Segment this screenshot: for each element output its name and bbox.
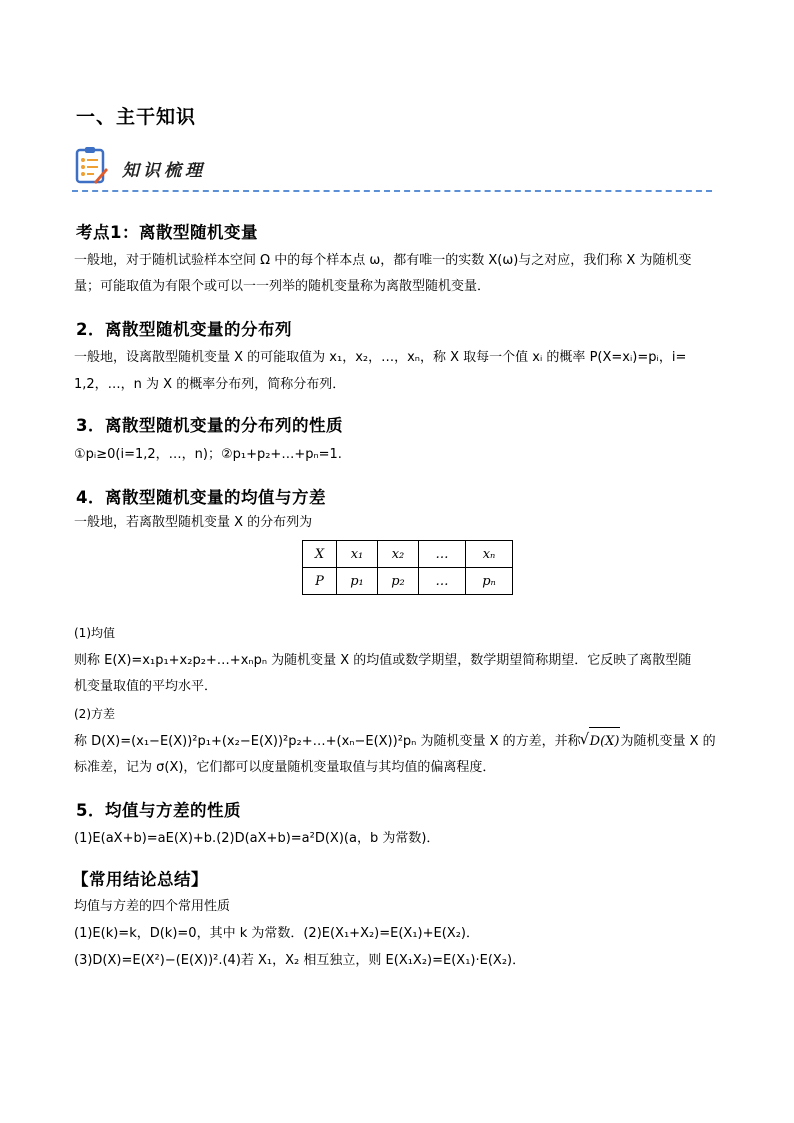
summary-line2: (3)D(X)=E(X²)−(E(X))².(4)若 X₁，X₂ 相互独立，则 E(X₁X₂)=E(X₁)·E(X₂)． <box>74 953 526 968</box>
k3-paragraph-line1: ①pᵢ≥0(i=1,2，…，n)；②p₁+p₂+…+pₙ=1. <box>74 447 342 462</box>
k3-heading: 3．离散型随机变量的分布列的性质 <box>76 416 343 435</box>
variance-line1 <box>74 727 724 756</box>
k4-heading: 4．离散型随机变量的均值与方差 <box>76 488 326 507</box>
k4-intro: 一般地，若离散型随机变量 X 的分布列为 <box>74 515 313 530</box>
variance-line1a: 称 D(X)=(x₁−E(X))²p₁+(x₂−E(X))²p₂+…+(xₙ−E(X))²pₙ 为随机变量 X 的方差，并称 <box>74 734 581 749</box>
k1-paragraph-line1: 一般地，对于随机试验样本空间 Ω 中的每个样本点 ω，都有唯一的实数 X(ω)与之对应，我们称 X 为随机变 <box>74 253 692 268</box>
variance-line2: 标准差，记为 σ(X)，它们都可以度量随机变量取值与其均值的偏离程度． <box>74 760 496 775</box>
summary-line1: (1)E(k)=k，D(k)=0，其中 k 为常数．(2)E(X₁+X₂)=E(X₁)+E(X₂)． <box>74 926 479 941</box>
summary-heading: 【常用结论总结】 <box>72 870 208 889</box>
table-cell: … <box>419 568 466 595</box>
checklist-icon <box>74 146 108 186</box>
k2-paragraph-line1: 一般地，设离散型随机变量 X 的可能取值为 x₁，x₂，…，xₙ，称 X 取每一个值 xᵢ 的概率 P(X=xᵢ)=pᵢ，i= <box>74 350 687 365</box>
table-row <box>303 568 513 595</box>
k2-heading: 2．离散型随机变量的分布列 <box>76 320 292 339</box>
k5-line1: (1)E(aX+b)=aE(X)+b.(2)D(aX+b)=a²D(X)(a，b 为常数)． <box>74 831 440 846</box>
table-row <box>303 541 513 568</box>
mean-line1: 则称 E(X)=x₁p₁+x₂p₂+…+xₙpₙ 为随机变量 X 的均值或数学期望，数学期望简称期望．它反映了离散型随 <box>74 653 692 668</box>
variance-line1b: 为随机变量 X 的 <box>620 734 716 749</box>
k2-paragraph-line2: 1,2，…，n 为 X 的概率分布列，简称分布列． <box>74 377 346 392</box>
distribution-table <box>302 540 513 595</box>
knowledge-banner <box>72 146 712 194</box>
table-cell: … <box>419 541 466 568</box>
summary-intro: 均值与方差的四个常用性质 <box>74 899 231 914</box>
k1-paragraph-line2: 量；可能取值为有限个或可以一一列举的随机变量称为离散型随机变量． <box>74 279 491 294</box>
sqrt-expression: √ D(X) <box>589 727 621 756</box>
mean-line2: 机变量取值的平均水平． <box>74 679 218 694</box>
table-cell: X <box>303 541 337 568</box>
variance-label: (2)方差 <box>74 707 115 721</box>
table-cell: xₙ <box>466 541 513 568</box>
table-cell: p₂ <box>378 568 419 595</box>
mean-label: (1)均值 <box>74 626 115 640</box>
k5-heading: 5．均值与方差的性质 <box>76 801 241 820</box>
banner-divider <box>72 190 712 192</box>
table-cell: p₁ <box>337 568 378 595</box>
table-cell: x₂ <box>378 541 419 568</box>
banner-title: 知识梳理 <box>122 161 206 181</box>
k1-heading: 考点1：离散型随机变量 <box>76 223 258 242</box>
table-cell: x₁ <box>337 541 378 568</box>
table-cell: P <box>303 568 337 595</box>
table-cell: pₙ <box>466 568 513 595</box>
section-title: 一、主干知识 <box>76 106 197 128</box>
